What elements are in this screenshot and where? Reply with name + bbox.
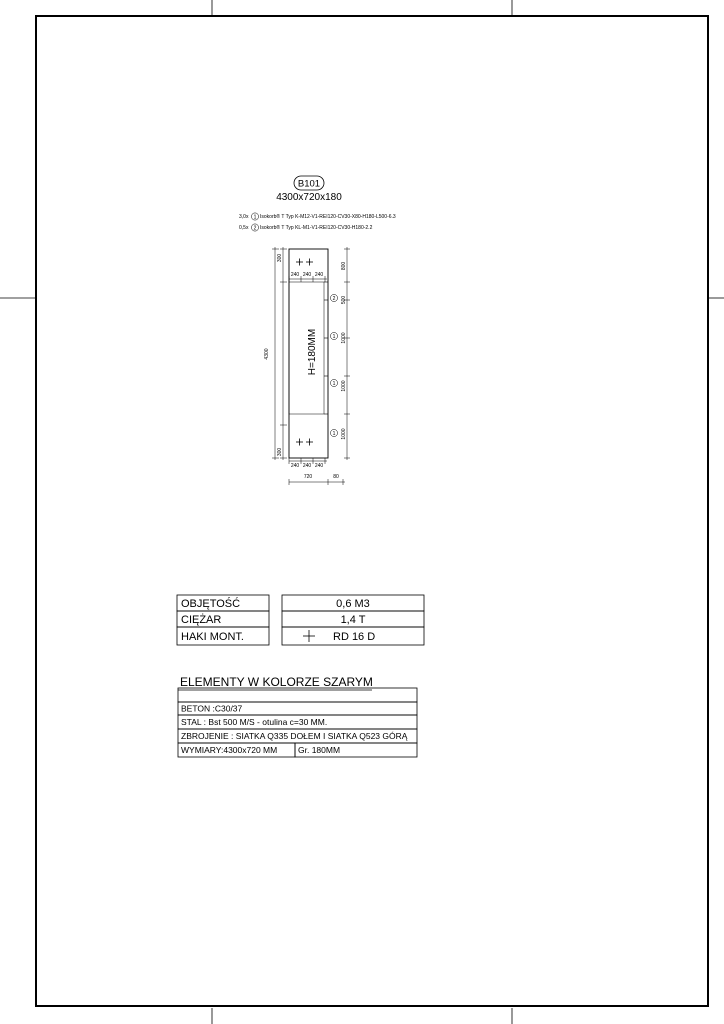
dimension-label: 1000: [341, 428, 347, 440]
connector-row: [239, 213, 396, 220]
connector-qty: 0,5x: [239, 225, 249, 231]
element-mark: B101: [297, 178, 321, 190]
property-label: CIĘŻAR: [181, 614, 222, 626]
connector-row: [239, 224, 373, 231]
plan-drawing: [264, 247, 350, 485]
connector-number: 2: [253, 225, 257, 232]
element-dimensions: 4300x720x180: [276, 192, 342, 203]
dimension-label: 240: [314, 272, 324, 278]
property-label: OBJĘTOŚĆ: [181, 598, 241, 610]
dimension-label: 240: [302, 463, 312, 469]
dimension-label: 300: [277, 253, 283, 263]
dimension-label: 240: [302, 272, 312, 278]
connector-marker: 2: [332, 295, 336, 302]
right-dimensions: [344, 247, 350, 460]
connector-legend: [239, 213, 396, 231]
property-value: 1,4 T: [340, 614, 366, 626]
dimension-label: 240: [290, 463, 300, 469]
spec-block: [178, 675, 417, 757]
property-value: 0,6 M3: [336, 598, 370, 610]
dimension-label: 80: [333, 474, 339, 480]
connector-edge-ticks: [324, 282, 328, 414]
connector-qty: 3,0x: [239, 214, 249, 220]
lifting-hook-icon: [296, 439, 313, 446]
spec-row: BETON :C30/37: [181, 703, 243, 714]
connector-description: Isokorb® T Typ K-M12-V1-REI120-CV30-X80-H180-L500-6.3: [260, 214, 396, 220]
dimension-label: 240: [290, 272, 300, 278]
properties-table: [177, 595, 424, 645]
dimension-label: 1000: [341, 380, 347, 392]
dimension-label: 500: [341, 295, 347, 305]
connector-markers: [330, 294, 337, 436]
connector-marker: 1: [332, 333, 336, 340]
dimension-label: 800: [341, 261, 347, 271]
connector-description: Isokorb® T Typ KL-M1-V1-REI120-CV30-H180-2.2: [260, 225, 373, 231]
property-label: HAKI MONT.: [181, 631, 244, 643]
connector-marker: 1: [332, 430, 336, 437]
left-dimensions: [272, 247, 287, 460]
dimension-label: 720: [303, 474, 313, 480]
spec-thickness: Gr. 180MM: [298, 745, 341, 755]
section-thickness-label: H=180MM: [307, 328, 318, 376]
lifting-hook-icon: [303, 630, 315, 642]
element-header: [276, 176, 342, 203]
spec-row: ZBROJENIE : SIATKA Q335 DOŁEM I SIATKA Q523 GÓRĄ: [181, 731, 408, 741]
dimension-label: 240: [314, 463, 324, 469]
dimension-label: 300: [277, 447, 283, 457]
spec-dimensions: WYMIARY:4300x720 MM: [181, 745, 278, 755]
connector-marker: 1: [332, 380, 336, 387]
dimension-label: 1000: [341, 332, 347, 344]
sheet-frame: [36, 16, 708, 1006]
lifting-hook-icon: [296, 259, 313, 266]
spec-row: STAL : Bst 500 M/S - otulina c=30 MM.: [181, 717, 328, 727]
spec-title: ELEMENTY W KOLORZE SZARYM: [180, 675, 373, 689]
property-value: RD 16 D: [333, 631, 376, 643]
dimension-label: 4300: [264, 348, 270, 360]
connector-number: 1: [253, 214, 257, 221]
